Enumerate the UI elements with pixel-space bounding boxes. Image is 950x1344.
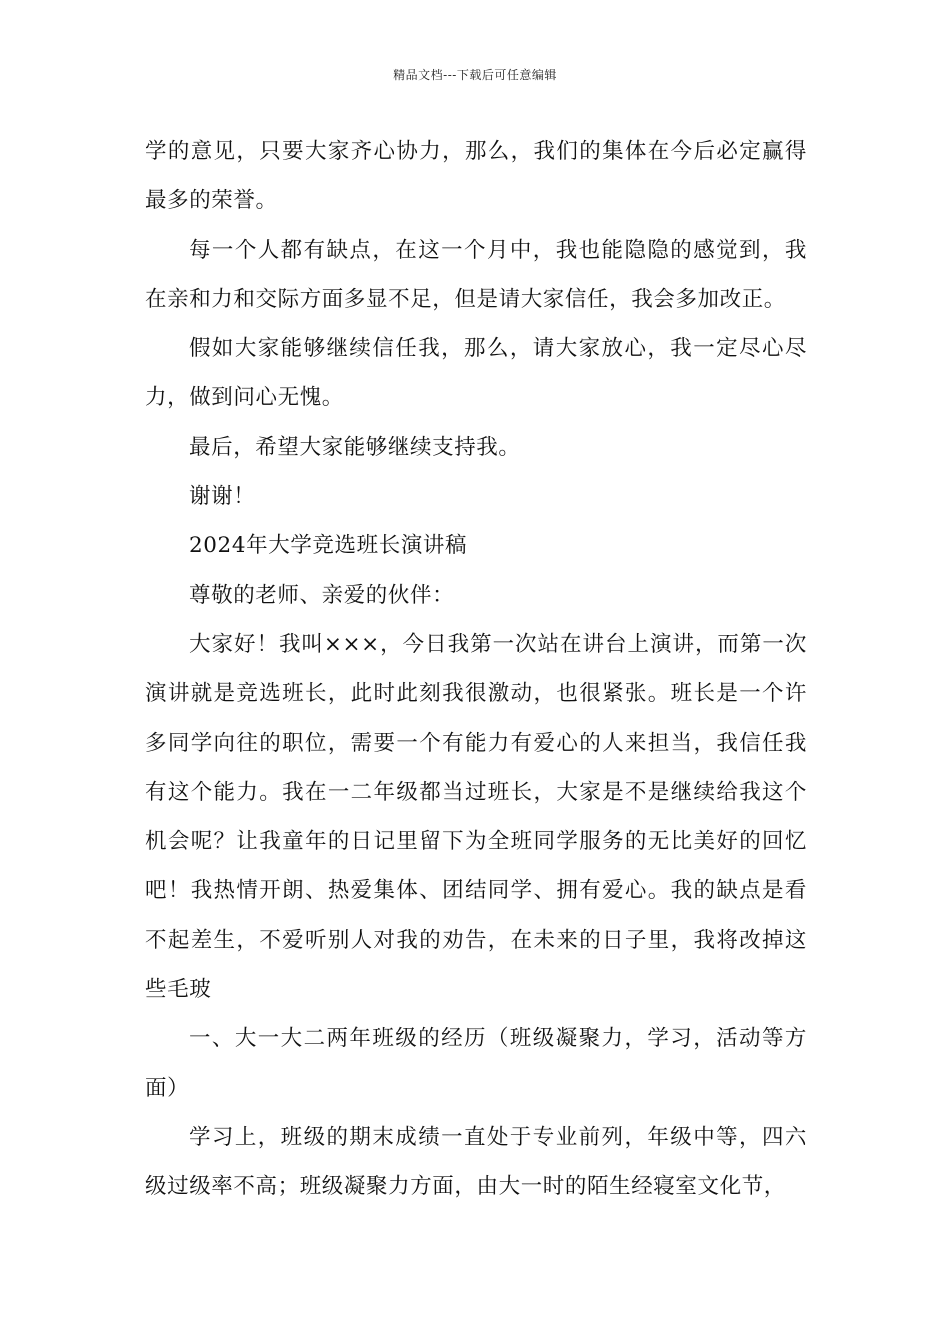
paragraph-trust: 假如大家能够继续信任我，那么，请大家放心，我一定尽心尽力，做到问心无愧。	[145, 336, 807, 411]
page-header: 精品文档---下载后可任意编辑	[393, 68, 557, 82]
paragraph-introduction: 大家好！我叫×××，今日我第一次站在讲台上演讲，而第一次演讲就是竞选班长，此时此刻我很激动，也很紧张。班长是一个许多同学向往的职位，需要一个有能力有爱心的人来担当，我信任我有这个能力。我在一二年级都当过班长，大家是不是继续给我这个机会呢？让我童年的日记里留下为全班同学服务的无比美好的回忆吧！我热情开朗、热爱集体、团结同学、拥有爱心。我的缺点是看不起差生，不爱听别人对我的劝告，在未来的日子里，我将改掉这些毛玻	[145, 631, 807, 1003]
paragraph-heading-one: 一、大一大二两年班级的经历（班级凝聚力，学习，活动等方面）	[145, 1026, 807, 1101]
paragraph-closing: 最后，希望大家能够继续支持我。	[189, 434, 521, 460]
paragraph-salutation: 尊敬的老师、亲爱的伙伴：	[189, 582, 455, 608]
section-title: 2024年大学竞选班长演讲稿	[189, 533, 468, 559]
paragraph-continuation: 学的意见，只要大家齐心协力，那么，我们的集体在今后必定赢得最多的荣誉。	[145, 139, 807, 214]
paragraph-thanks: 谢谢！	[189, 484, 256, 510]
paragraph-shortcomings: 每一个人都有缺点，在这一个月中，我也能隐隐的感觉到，我在亲和力和交际方面多显不足，但是请大家信任，我会多加改正。	[145, 237, 807, 312]
paragraph-study: 学习上，班级的期末成绩一直处于专业前列，年级中等，四六级过级率不高；班级凝聚力方面，由大一时的陌生经寝室文化节，	[145, 1124, 807, 1200]
document-body	[145, 127, 807, 1212]
